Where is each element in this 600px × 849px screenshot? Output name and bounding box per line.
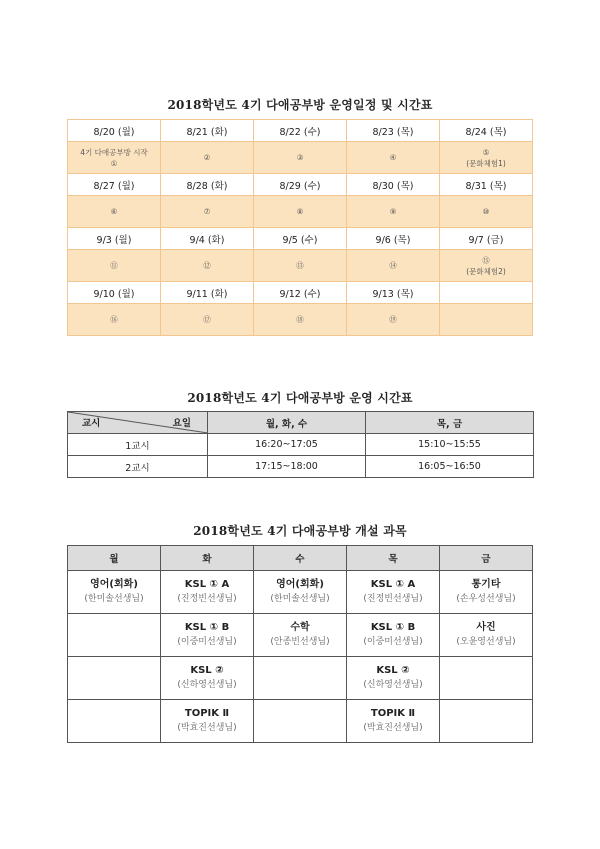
course-cell: [68, 614, 161, 657]
course-cell: [254, 614, 347, 657]
header-mon-wed: 월, 화, 수: [208, 412, 366, 434]
session-cell: [440, 196, 533, 228]
date-row: [68, 174, 533, 196]
course-cell: [440, 614, 533, 657]
course-teacher: (박효진선생님): [363, 723, 423, 733]
course-name: KSL ① A: [184, 579, 230, 590]
session-cell: [161, 304, 254, 336]
corner-day-label: 요일: [172, 418, 191, 429]
course-name: 수학: [290, 622, 310, 633]
table-row: [68, 614, 533, 657]
session-cell: [347, 142, 440, 174]
course-cell: [347, 700, 440, 743]
session-line: ⑤: [482, 147, 490, 157]
course-cell: [347, 571, 440, 614]
date-row: [68, 120, 533, 142]
date-cell: 9/7 (금): [440, 228, 533, 250]
session-row: [68, 304, 533, 336]
time-mon-wed: 16:20~17:05: [208, 434, 366, 456]
timetable-corner-cell: [68, 412, 208, 434]
course-teacher: (진정빈선생님): [363, 594, 423, 604]
course-name: 사진: [476, 622, 496, 633]
date-cell: 8/20 (월): [68, 120, 161, 142]
table-row: [68, 657, 533, 700]
session-line: ⑥: [110, 207, 118, 216]
timetable-title: 2018학년도 4기 다애공부방 운영 시간표: [187, 391, 413, 405]
courses-table: [67, 545, 533, 743]
course-teacher: (신하영선생님): [177, 680, 237, 690]
session-line: ⑭: [389, 261, 397, 270]
course-cell: [254, 657, 347, 700]
date-cell: 8/29 (수): [254, 174, 347, 196]
header-thu-fri: 목, 금: [366, 412, 534, 434]
session-cell: [347, 304, 440, 336]
course-cell: [161, 614, 254, 657]
course-cell: [440, 571, 533, 614]
session-line: 4기 다애공부방 시작: [80, 147, 148, 157]
course-name: KSL ②: [190, 665, 224, 676]
date-cell: 9/6 (목): [347, 228, 440, 250]
course-header-tue: 화: [161, 546, 254, 571]
course-cell: [68, 571, 161, 614]
session-row: [68, 196, 533, 228]
date-cell: 8/22 (수): [254, 120, 347, 142]
session-line: ⑧: [296, 207, 304, 216]
course-cell: [254, 700, 347, 743]
time-thu-fri: 16:05~16:50: [366, 456, 534, 478]
course-cell: [440, 700, 533, 743]
date-cell: 8/24 (목): [440, 120, 533, 142]
session-cell: [68, 142, 161, 174]
session-line: ③: [296, 153, 304, 162]
course-teacher: (한미솔선생님): [270, 594, 330, 604]
table-row: [68, 700, 533, 743]
course-cell: [440, 657, 533, 700]
session-line: ②: [203, 153, 211, 162]
date-cell: 9/11 (화): [161, 282, 254, 304]
course-cell: [347, 657, 440, 700]
session-line: ⑲: [389, 315, 397, 324]
session-cell: [254, 250, 347, 282]
course-name: KSL ②: [376, 665, 410, 676]
course-teacher: (진정빈선생님): [177, 594, 237, 604]
date-cell: 8/30 (목): [347, 174, 440, 196]
course-teacher: (한미솔선생님): [84, 594, 144, 604]
courses-title: 2018학년도 4기 다애공부방 개설 과목: [193, 524, 407, 538]
session-line: ⑬: [296, 261, 304, 270]
session-cell: [161, 250, 254, 282]
session-line: ④: [389, 153, 397, 162]
date-cell: 9/3 (월): [68, 228, 161, 250]
course-name: KSL ① A: [370, 579, 416, 590]
date-cell: 9/5 (수): [254, 228, 347, 250]
course-cell: [161, 571, 254, 614]
session-line: ⑱: [296, 315, 304, 324]
session-line: ⑦: [203, 207, 211, 216]
session-line: ⑨: [389, 207, 397, 216]
date-cell: [440, 282, 533, 304]
session-cell: [440, 304, 533, 336]
session-line: ①: [110, 158, 118, 168]
course-header-thu: 목: [347, 546, 440, 571]
session-line: ⑫: [203, 261, 211, 270]
session-cell: [161, 196, 254, 228]
timetable-table: [67, 411, 534, 478]
course-header-fri: 금: [440, 546, 533, 571]
session-cell: [254, 142, 347, 174]
session-cell: [68, 304, 161, 336]
time-thu-fri: 15:10~15:55: [366, 434, 534, 456]
session-cell: [161, 142, 254, 174]
course-header-wed: 수: [254, 546, 347, 571]
course-cell: [68, 700, 161, 743]
date-cell: 9/4 (화): [161, 228, 254, 250]
course-cell: [254, 571, 347, 614]
course-name: KSL ① B: [370, 622, 416, 633]
date-row: [68, 282, 533, 304]
course-name: 영어(회화): [90, 579, 138, 590]
course-cell: [161, 657, 254, 700]
course-name: TOPIK Ⅱ: [184, 708, 230, 719]
session-cell: [440, 250, 533, 282]
period-label: 2교시: [68, 456, 208, 478]
session-row: [68, 250, 533, 282]
session-line: (문화체험1): [466, 158, 506, 168]
course-name: TOPIK Ⅱ: [370, 708, 416, 719]
date-row: [68, 228, 533, 250]
session-cell: [254, 196, 347, 228]
table-row: [68, 456, 534, 478]
course-name: KSL ① B: [184, 622, 230, 633]
period-label: 1교시: [68, 434, 208, 456]
date-cell: 8/31 (목): [440, 174, 533, 196]
session-line: ⑰: [203, 315, 211, 324]
table-row: [68, 571, 533, 614]
date-cell: 8/27 (월): [68, 174, 161, 196]
table-row: [68, 434, 534, 456]
session-line: (문화체험2): [466, 266, 506, 276]
session-cell: [347, 250, 440, 282]
date-cell: 8/28 (화): [161, 174, 254, 196]
course-header-mon: 월: [68, 546, 161, 571]
course-teacher: (손우성선생님): [456, 594, 516, 604]
session-line: ⑪: [110, 261, 118, 270]
course-cell: [347, 614, 440, 657]
session-cell: [68, 196, 161, 228]
course-teacher: (이중미선생님): [177, 637, 237, 647]
course-teacher: (신하영선생님): [363, 680, 423, 690]
course-name: 영어(회화): [276, 579, 324, 590]
date-cell: 8/23 (목): [347, 120, 440, 142]
course-cell: [68, 657, 161, 700]
session-line: ⑮: [482, 255, 490, 265]
session-cell: [68, 250, 161, 282]
course-teacher: (안종빈선생님): [270, 637, 330, 647]
session-row: [68, 142, 533, 174]
date-cell: 8/21 (화): [161, 120, 254, 142]
schedule-table: [67, 119, 533, 336]
session-cell: [440, 142, 533, 174]
session-cell: [254, 304, 347, 336]
session-line: ⑯: [110, 315, 118, 324]
course-name: 통기타: [471, 579, 501, 590]
course-teacher: (박효진선생님): [177, 723, 237, 733]
course-cell: [161, 700, 254, 743]
course-teacher: (이중미선생님): [363, 637, 423, 647]
date-cell: 9/12 (수): [254, 282, 347, 304]
date-cell: 9/13 (목): [347, 282, 440, 304]
corner-period-label: 교시: [82, 418, 101, 429]
course-teacher: (오윤영선생님): [456, 637, 516, 647]
session-line: ⑩: [482, 207, 490, 216]
schedule-title: 2018학년도 4기 다애공부방 운영일정 및 시간표: [167, 98, 433, 112]
time-mon-wed: 17:15~18:00: [208, 456, 366, 478]
session-cell: [347, 196, 440, 228]
date-cell: 9/10 (월): [68, 282, 161, 304]
